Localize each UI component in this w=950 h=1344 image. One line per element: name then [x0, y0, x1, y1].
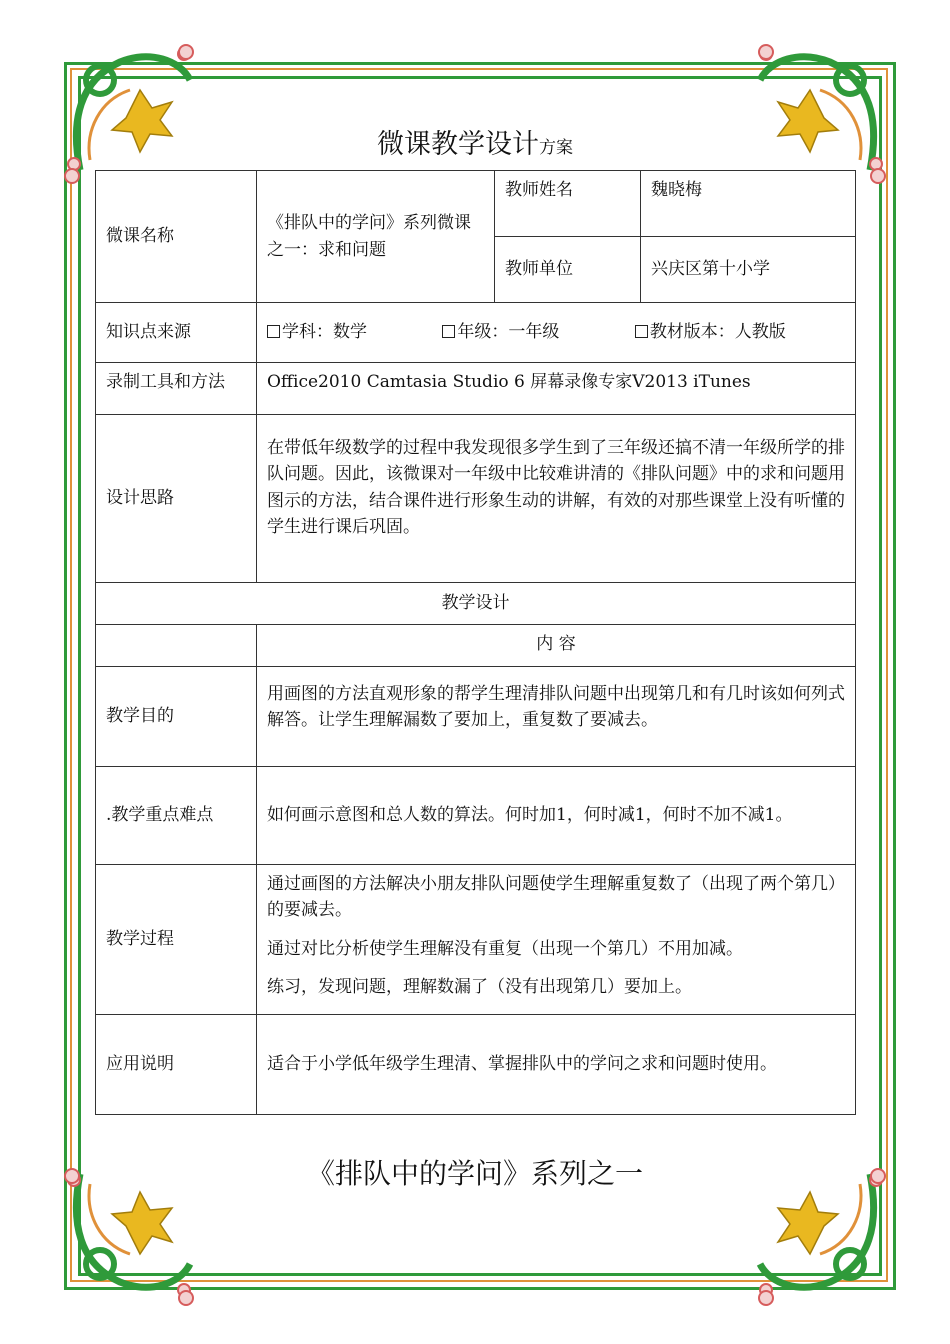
tools-value: Office2010 Camtasia Studio 6 屏幕录像专家V2013 iTunes [257, 363, 856, 415]
process-paragraph: 练习，发现问题，理解数漏了（没有出现第几）要加上。 [267, 977, 692, 998]
checkbox-grade[interactable] [442, 319, 559, 345]
checkbox-square-icon [635, 325, 648, 338]
footer-title: 《排队中的学问》系列之一 [306, 1157, 643, 1190]
design-form-table [95, 170, 856, 1115]
teacher-name-value: 魏晓梅 [641, 171, 856, 237]
border-bead [758, 44, 774, 60]
checkbox-grade-label: 年级：一年级 [457, 322, 560, 343]
teacher-name-label: 教师姓名 [495, 171, 641, 237]
checkbox-square-icon [267, 325, 280, 338]
teacher-unit-value: 兴庆区第十小学 [641, 237, 856, 303]
design-idea-value: 在带低年级数学的过程中我发现很多学生到了三年级还搞不清一年级所学的排队问题。因此，该微课对一年级中比较难讲清的《排队问题》中的求和问题用图示的方法，结合课件进行形象生动的讲解，有效的对那些课堂上没有听懂的学生进行课后巩固。 [257, 415, 856, 583]
content-header-blank [96, 625, 257, 667]
border-bead [64, 168, 80, 184]
usage-value: 适合于小学低年级学生理清、掌握排队中的学问之求和问题时使用。 [257, 1015, 856, 1115]
goal-value: 用画图的方法直观形象的帮学生理清排队问题中出现第几和有几时该如何列式解答。让学生理解漏数了要加上，重复数了要减去。 [257, 667, 856, 767]
process-value [257, 865, 856, 1015]
page-title-suffix: 方案 [539, 138, 573, 158]
border-bead [870, 168, 886, 184]
checkbox-square-icon [442, 325, 455, 338]
course-name-value: 《排队中的学问》系列微课之一：求和问题 [257, 171, 495, 303]
page-title [0, 122, 950, 161]
border-bead [178, 44, 194, 60]
goal-label: 教学目的 [96, 667, 257, 767]
page-title-main: 微课教学设计 [377, 129, 539, 160]
checkbox-textbook[interactable] [635, 319, 786, 345]
checkbox-textbook-label: 教材版本：人教版 [649, 322, 786, 343]
content-header: 内 容 [257, 625, 856, 667]
border-bead [178, 1290, 194, 1306]
process-paragraph: 通过画图的方法解决小朋友排队问题使学生理解重复数了（出现了两个第几）的要减去。 [267, 874, 845, 921]
checkbox-subject-label: 学科：数学 [282, 322, 367, 343]
border-bead [758, 1290, 774, 1306]
teaching-design-header: 教学设计 [96, 583, 856, 625]
course-name-label: 微课名称 [96, 171, 257, 303]
process-paragraph: 通过对比分析使学生理解没有重复（出现一个第几）不用加减。 [267, 938, 743, 959]
tools-label: 录制工具和方法 [96, 363, 257, 415]
teacher-unit-label: 教师单位 [495, 237, 641, 303]
design-idea-label: 设计思路 [96, 415, 257, 583]
checkbox-subject[interactable] [267, 319, 367, 345]
usage-label: 应用说明 [96, 1015, 257, 1115]
knowledge-source-options [257, 303, 856, 363]
knowledge-source-label: 知识点来源 [96, 303, 257, 363]
process-label: 教学过程 [96, 865, 257, 1015]
key-points-value: 如何画示意图和总人数的算法。何时加1，何时减1，何时不加不减1。 [257, 767, 856, 865]
key-points-label: .教学重点难点 [96, 767, 257, 865]
